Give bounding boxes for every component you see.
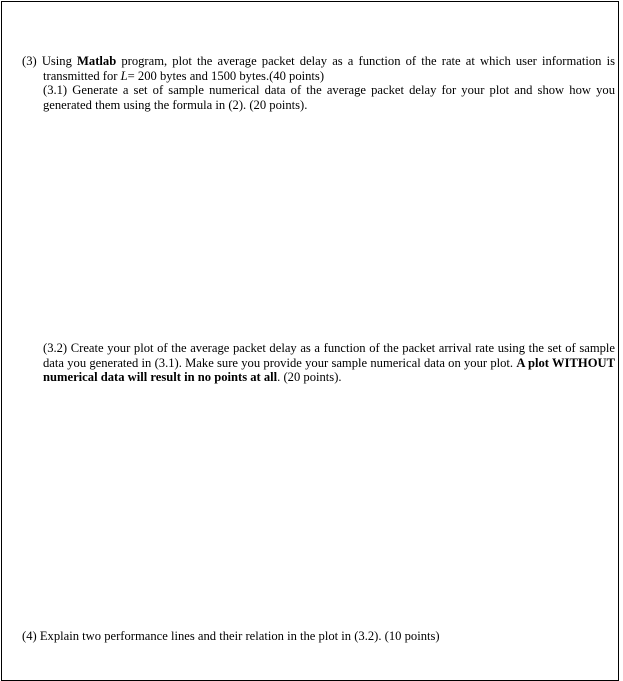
question-3-2 xyxy=(43,341,615,385)
question-3-2-suffix: . (20 points). xyxy=(277,370,342,384)
question-3-1-text: (3.1) Generate a set of sample numerical data of the average packet delay for your plot and show how you generated them using the formula in (2). (20 points). xyxy=(43,83,615,112)
question-3-line2-pre: transmitted for xyxy=(43,68,121,83)
question-3-1 xyxy=(43,83,615,112)
question-4 xyxy=(22,629,615,644)
question-4-text: (4) Explain two performance lines and their relation in the plot in (3.2). (10 points) xyxy=(22,629,440,643)
question-3-line2 xyxy=(22,69,615,84)
question-3-2-bold-warning: A plot WITHOUT numerical data will result in no points at all xyxy=(43,355,615,384)
variable-l: L xyxy=(120,68,128,83)
question-3-line2-post: = 200 bytes and 1500 bytes.(40 points) xyxy=(127,68,325,83)
question-3 xyxy=(22,54,615,83)
question-3-prefix: (3) Using xyxy=(22,54,78,68)
matlab-bold: Matlab xyxy=(77,54,117,68)
question-3-line1 xyxy=(22,54,615,69)
question-3-2-text: (3.2) Create your plot of the average packet delay as a function of the packet arrival rate using the set of sample data you generated in (3.1). Make sure you provide your sample numerical data on your plot. xyxy=(43,341,615,370)
question-3-text: program, plot the average packet delay as a function of the rate at which user information is xyxy=(116,54,615,68)
